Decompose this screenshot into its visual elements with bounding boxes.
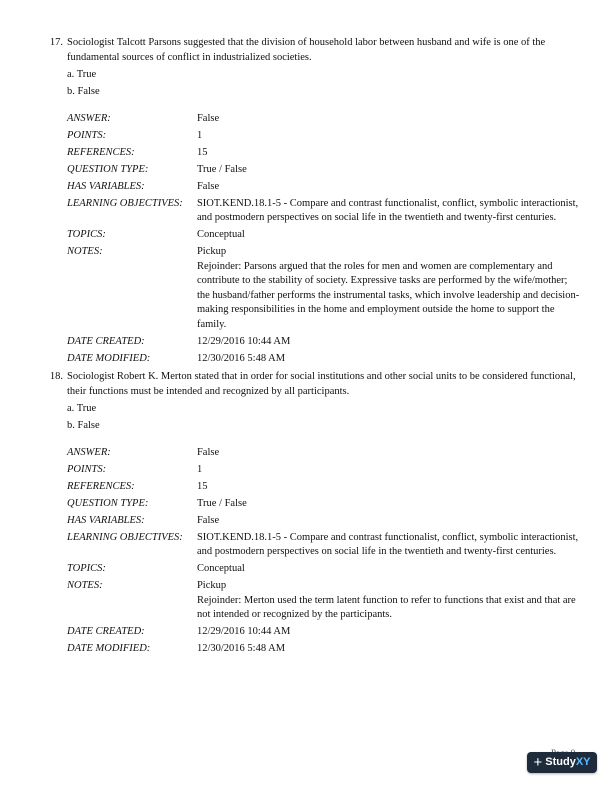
studyxy-badge[interactable]: [527, 752, 597, 773]
meta-value-answer: False: [196, 112, 220, 124]
meta-value-date-created: 12/29/2016 10:44 AM: [196, 335, 291, 347]
question-metadata: [67, 112, 580, 369]
meta-row-date-modified: [67, 352, 580, 369]
meta-label: QUESTION TYPE:: [67, 163, 149, 175]
meta-row-answer: [67, 446, 580, 463]
meta-value-learning-objectives: SIOT.KEND.18.1-5 - Compare and contrast functionalist, conflict, symbolic interactionist, and postmodern perspectives on social life in the twentieth and twenty-first centuries.: [196, 531, 579, 557]
meta-row-date-created: [67, 625, 580, 642]
meta-row-has-variables: [67, 180, 580, 197]
notes-pickup: Pickup: [196, 246, 227, 257]
meta-value-references: 15: [196, 146, 208, 158]
question-stem: [30, 36, 580, 65]
meta-label: NOTES:: [67, 246, 103, 257]
question-number: 17.: [49, 37, 63, 48]
meta-label: TOPICS:: [67, 229, 106, 240]
meta-row-points: [67, 129, 580, 146]
meta-row-date-modified: [67, 642, 580, 659]
meta-label: DATE MODIFIED:: [67, 352, 151, 364]
meta-value-learning-objectives: SIOT.KEND.18.1-5 - Compare and contrast functionalist, conflict, symbolic interactionist, and postmodern perspectives on social life in the twentieth and twenty-first centuries.: [196, 197, 579, 223]
meta-label: DATE CREATED:: [67, 626, 145, 637]
meta-row-notes: [67, 579, 580, 625]
meta-value-answer: False: [196, 446, 220, 458]
meta-value-notes: [197, 579, 580, 625]
meta-label: DATE CREATED:: [67, 335, 145, 347]
answer-options: [67, 68, 580, 100]
meta-value-date-created: 12/29/2016 10:44 AM: [196, 626, 291, 637]
question-metadata: [67, 446, 580, 660]
answer-options: [67, 402, 580, 434]
meta-value-date-modified: 12/30/2016 5:48 AM: [196, 352, 286, 364]
notes-rejoinder: Rejoinder: Parsons argued that the roles for men and women are complementary and contribute to the stability of society. Expressive tasks are performed by the wife/mother; the husband/father performs the instrumental tasks, which involve leadership and decision-making responsibilities in the home and employment outside the home to support the family.: [196, 260, 580, 330]
meta-row-topics: [67, 228, 580, 245]
meta-label: POINTS:: [67, 129, 107, 141]
meta-label: ANSWER:: [67, 112, 111, 124]
meta-label: HAS VARIABLES:: [67, 180, 145, 192]
meta-row-question-type: [67, 163, 580, 180]
meta-value-topics: Conceptual: [196, 563, 245, 574]
meta-row-question-type: [67, 497, 580, 514]
meta-label: LEARNING OBJECTIVES:: [67, 531, 183, 543]
meta-value-question-type: True / False: [196, 163, 247, 175]
option-false: b. False: [67, 420, 100, 431]
meta-label: NOTES:: [67, 580, 103, 591]
meta-row-learning-objectives: [67, 197, 580, 229]
meta-value-references: 15: [196, 480, 208, 492]
meta-value-date-modified: 12/30/2016 5:48 AM: [196, 643, 286, 654]
meta-value-points: 1: [196, 463, 203, 475]
option-true: a. True: [67, 403, 97, 414]
meta-label: HAS VARIABLES:: [67, 514, 145, 526]
option-false: b. False: [67, 86, 100, 97]
meta-value-has-variables: False: [196, 514, 220, 526]
meta-row-date-created: [67, 335, 580, 352]
meta-row-has-variables: [67, 514, 580, 531]
question-18: [30, 370, 580, 659]
meta-row-notes: [67, 245, 580, 335]
meta-value-notes: [197, 245, 580, 335]
question-text: Sociologist Talcott Parsons suggested that the division of household labor between husband and wife is one of the fundamental sources of conflict in industrialized societies.: [67, 37, 546, 63]
meta-label: POINTS:: [67, 463, 107, 475]
meta-label: QUESTION TYPE:: [67, 497, 149, 509]
badge-brand-accent: XY: [575, 756, 591, 769]
plus-icon: +: [533, 754, 543, 771]
badge-brand-text: Study: [545, 756, 576, 769]
meta-row-topics: [67, 562, 580, 579]
meta-label: DATE MODIFIED:: [67, 643, 151, 654]
question-17: [30, 36, 580, 369]
meta-row-references: [67, 480, 580, 497]
question-number: 18.: [49, 371, 63, 382]
meta-value-topics: Conceptual: [196, 229, 245, 240]
notes-rejoinder: Rejoinder: Merton used the term latent function to refer to functions that exist and that are not intended or recognized by the participants.: [196, 594, 576, 620]
meta-label: ANSWER:: [67, 446, 111, 458]
meta-label: TOPICS:: [67, 563, 106, 574]
meta-label: REFERENCES:: [67, 480, 135, 492]
meta-row-learning-objectives: [67, 531, 580, 563]
option-true: a. True: [67, 69, 97, 80]
meta-value-points: 1: [196, 129, 203, 141]
meta-label: REFERENCES:: [67, 146, 135, 158]
meta-value-question-type: True / False: [196, 497, 247, 509]
question-text: Sociologist Robert K. Merton stated that in order for social institutions and other social units to be considered functional, their functions must be intended and recognized by all participants.: [67, 371, 576, 397]
meta-label: LEARNING OBJECTIVES:: [67, 197, 183, 209]
meta-row-references: [67, 146, 580, 163]
notes-pickup: Pickup: [196, 580, 227, 591]
meta-value-has-variables: False: [196, 180, 220, 192]
meta-row-answer: [67, 112, 580, 129]
question-stem: [30, 370, 580, 399]
meta-row-points: [67, 463, 580, 480]
